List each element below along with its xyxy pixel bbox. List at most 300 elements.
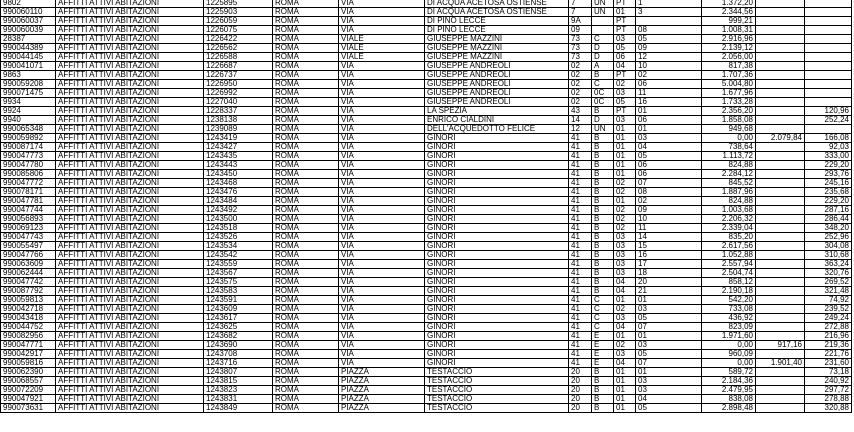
cell-category: AFFITTI ATTIVI ABITAZIONI: [56, 260, 204, 269]
cell-street-name: GINORI: [425, 224, 569, 233]
cell-street-name: GINORI: [425, 134, 569, 143]
cell-building: B: [592, 215, 614, 224]
cell-floor: 01: [614, 386, 636, 395]
cell-record-id: 990047743: [1, 233, 56, 242]
cell-building: B: [592, 242, 614, 251]
cell-annual-rent: 2.617,56: [702, 242, 756, 251]
table-row: [1, 233, 852, 242]
cell-arrears: [756, 251, 805, 260]
table-row: [1, 125, 852, 134]
cell-annual-rent: 436,92: [702, 314, 756, 323]
cell-category: AFFITTI ATTIVI ABITAZIONI: [56, 251, 204, 260]
cell-record-id: 990059813: [1, 296, 56, 305]
cell-contract-number: 1243815: [204, 377, 273, 386]
cell-contract-number: 1243591: [204, 296, 273, 305]
cell-floor: 03: [614, 350, 636, 359]
cell-civic-number: 9A: [569, 17, 592, 26]
cell-civic-number: 41: [569, 206, 592, 215]
cell-city: ROMA: [273, 62, 339, 71]
cell-arrears: 2.079,84: [756, 134, 805, 143]
cell-building: UN: [592, 125, 614, 134]
cell-civic-number: 02: [569, 80, 592, 89]
cell-city: ROMA: [273, 188, 339, 197]
cell-street-type: VIALE: [339, 44, 425, 53]
cell-street-type: VIA: [339, 170, 425, 179]
cell-annual-rent: 1.003,68: [702, 206, 756, 215]
cell-category: AFFITTI ATTIVI ABITAZIONI: [56, 233, 204, 242]
cell-floor: 03: [614, 233, 636, 242]
cell-street-name: TESTACCIO: [425, 395, 569, 404]
cell-civic-number: 20: [569, 386, 592, 395]
cell-contract-number: 1243492: [204, 206, 273, 215]
cell-contract-number: 1226059: [204, 17, 273, 26]
cell-annual-rent: 2.479,95: [702, 386, 756, 395]
cell-city: ROMA: [273, 134, 339, 143]
cell-category: AFFITTI ATTIVI ABITAZIONI: [56, 44, 204, 53]
cell-civic-number: 41: [569, 251, 592, 260]
cell-street-type: VIA: [339, 98, 425, 107]
table-row: [1, 224, 852, 233]
cell-arrears: [756, 71, 805, 80]
cell-category: AFFITTI ATTIVI ABITAZIONI: [56, 305, 204, 314]
cell-building: B: [592, 161, 614, 170]
cell-unit: 01: [636, 332, 702, 341]
cell-civic-number: 41: [569, 341, 592, 350]
cell-annual-rent: 1.971,60: [702, 332, 756, 341]
cell-city: ROMA: [273, 0, 339, 8]
cell-category: AFFITTI ATTIVI ABITAZIONI: [56, 0, 204, 8]
cell-street-type: VIA: [339, 305, 425, 314]
cell-street-type: VIA: [339, 224, 425, 233]
cell-contract-number: 1243518: [204, 224, 273, 233]
cell-unit: 11: [636, 89, 702, 98]
cell-civic-number: 41: [569, 215, 592, 224]
cell-street-name: GINORI: [425, 269, 569, 278]
cell-street-type: VIA: [339, 0, 425, 8]
cell-street-name: GIUSEPPE ANDREOLI: [425, 89, 569, 98]
cell-category: AFFITTI ATTIVI ABITAZIONI: [56, 404, 204, 413]
cell-building: C: [592, 314, 614, 323]
cell-floor: 02: [614, 80, 636, 89]
cell-building: [592, 17, 614, 26]
cell-annual-rent: 0,00: [702, 341, 756, 350]
cell-city: ROMA: [273, 98, 339, 107]
cell-street-name: DI PINO LECCE: [425, 26, 569, 35]
cell-record-id: 990059208: [1, 80, 56, 89]
cell-record-id: 9802: [1, 0, 56, 8]
cell-building: B: [592, 251, 614, 260]
cell-city: ROMA: [273, 161, 339, 170]
cell-floor: 01: [614, 125, 636, 134]
cell-street-name: GINORI: [425, 287, 569, 296]
cell-building: B: [592, 134, 614, 143]
cell-record-id: 990078171: [1, 188, 56, 197]
cell-civic-number: 02: [569, 71, 592, 80]
cell-arrears: [756, 89, 805, 98]
cell-floor: 05: [614, 98, 636, 107]
cell-annual-rent: 1.677,96: [702, 89, 756, 98]
cell-city: ROMA: [273, 386, 339, 395]
cell-civic-number: 73: [569, 53, 592, 62]
cell-unit: 06: [636, 116, 702, 125]
cell-civic-number: 20: [569, 368, 592, 377]
cell-street-type: VIA: [339, 332, 425, 341]
cell-civic-number: 41: [569, 323, 592, 332]
cell-unit: 12: [636, 53, 702, 62]
cell-unit: 03: [636, 377, 702, 386]
cell-charges: 252,96: [805, 233, 852, 242]
cell-arrears: [756, 296, 805, 305]
cell-floor: 03: [614, 314, 636, 323]
cell-civic-number: 09: [569, 26, 592, 35]
cell-annual-rent: 824,88: [702, 197, 756, 206]
cell-street-name: GINORI: [425, 359, 569, 368]
cell-street-type: VIA: [339, 116, 425, 125]
cell-street-name: GINORI: [425, 170, 569, 179]
cell-category: AFFITTI ATTIVI ABITAZIONI: [56, 152, 204, 161]
cell-floor: 02: [614, 305, 636, 314]
cell-street-name: GINORI: [425, 350, 569, 359]
cell-city: ROMA: [273, 404, 339, 413]
table-row: [1, 116, 852, 125]
cell-charges: 287,16: [805, 206, 852, 215]
cell-category: AFFITTI ATTIVI ABITAZIONI: [56, 170, 204, 179]
cell-street-name: GINORI: [425, 332, 569, 341]
table-row: [1, 377, 852, 386]
cell-street-type: PIAZZA: [339, 395, 425, 404]
cell-record-id: 990047773: [1, 152, 56, 161]
cell-street-name: DI PINO LECCE: [425, 17, 569, 26]
cell-charges: [805, 80, 852, 89]
cell-annual-rent: 1.887,96: [702, 188, 756, 197]
cell-unit: 04: [636, 395, 702, 404]
table-row: [1, 305, 852, 314]
cell-category: AFFITTI ATTIVI ABITAZIONI: [56, 341, 204, 350]
cell-street-name: GINORI: [425, 296, 569, 305]
cell-street-name: GINORI: [425, 143, 569, 152]
cell-arrears: [756, 8, 805, 17]
cell-floor: 01: [614, 8, 636, 17]
table-row: [1, 35, 852, 44]
cell-category: AFFITTI ATTIVI ABITAZIONI: [56, 296, 204, 305]
table-row: [1, 368, 852, 377]
cell-contract-number: 1243500: [204, 215, 273, 224]
cell-unit: 05: [636, 350, 702, 359]
cell-city: ROMA: [273, 143, 339, 152]
cell-building: D: [592, 53, 614, 62]
cell-street-type: VIA: [339, 269, 425, 278]
cell-street-name: DI ACQUA ACETOSA OSTIENSE: [425, 8, 569, 17]
cell-building: C: [592, 80, 614, 89]
cell-floor: 01: [614, 197, 636, 206]
cell-street-type: VIALE: [339, 35, 425, 44]
cell-record-id: 28387: [1, 35, 56, 44]
cell-arrears: [756, 260, 805, 269]
cell-charges: 229,20: [805, 197, 852, 206]
cell-floor: 04: [614, 359, 636, 368]
cell-floor: PT: [614, 0, 636, 8]
cell-annual-rent: 2.557,94: [702, 260, 756, 269]
cell-annual-rent: 0,00: [702, 134, 756, 143]
cell-record-id: 990060037: [1, 17, 56, 26]
cell-street-name: GINORI: [425, 260, 569, 269]
cell-building: UN: [592, 0, 614, 8]
cell-building: B: [592, 188, 614, 197]
cell-unit: 08: [636, 26, 702, 35]
cell-city: ROMA: [273, 296, 339, 305]
cell-street-type: VIA: [339, 152, 425, 161]
cell-street-type: VIA: [339, 107, 425, 116]
cell-record-id: 990044389: [1, 44, 56, 53]
cell-civic-number: 41: [569, 278, 592, 287]
cell-charges: 221,76: [805, 350, 852, 359]
cell-category: AFFITTI ATTIVI ABITAZIONI: [56, 35, 204, 44]
cell-street-type: VIA: [339, 242, 425, 251]
cell-category: AFFITTI ATTIVI ABITAZIONI: [56, 71, 204, 80]
cell-record-id: 990085806: [1, 170, 56, 179]
cell-building: B: [592, 197, 614, 206]
cell-street-name: DELL'ACQUEDOTTO FELICE: [425, 125, 569, 134]
cell-charges: [805, 71, 852, 80]
cell-floor: 02: [614, 215, 636, 224]
cell-record-id: 990043418: [1, 314, 56, 323]
cell-civic-number: 7: [569, 8, 592, 17]
cell-record-id: 990059816: [1, 359, 56, 368]
cell-street-type: VIA: [339, 260, 425, 269]
cell-record-id: 990042718: [1, 305, 56, 314]
cell-floor: 04: [614, 323, 636, 332]
cell-contract-number: 1226562: [204, 44, 273, 53]
table-row: [1, 314, 852, 323]
cell-building: B: [592, 368, 614, 377]
cell-contract-number: 1243476: [204, 188, 273, 197]
cell-street-name: GIUSEPPE ANDREOLI: [425, 98, 569, 107]
table-row: [1, 143, 852, 152]
cell-city: ROMA: [273, 341, 339, 350]
cell-charges: 166,08: [805, 134, 852, 143]
cell-unit: 01: [636, 296, 702, 305]
cell-building: B: [592, 386, 614, 395]
cell-street-type: VIA: [339, 26, 425, 35]
cell-arrears: [756, 395, 805, 404]
cell-category: AFFITTI ATTIVI ABITAZIONI: [56, 278, 204, 287]
cell-arrears: [756, 197, 805, 206]
cell-unit: 04: [636, 143, 702, 152]
cell-charges: 235,68: [805, 188, 852, 197]
cell-city: ROMA: [273, 377, 339, 386]
table-row: [1, 71, 852, 80]
table-row: [1, 332, 852, 341]
cell-arrears: [756, 170, 805, 179]
table-row: [1, 179, 852, 188]
cell-unit: 16: [636, 251, 702, 260]
cell-annual-rent: 2.184,36: [702, 377, 756, 386]
cell-record-id: 990062444: [1, 269, 56, 278]
cell-street-name: GIUSEPPE ANDREOLI: [425, 80, 569, 89]
cell-annual-rent: 738,64: [702, 143, 756, 152]
cell-building: B: [592, 143, 614, 152]
cell-annual-rent: 2.898,48: [702, 404, 756, 413]
cell-charges: 245,16: [805, 179, 852, 188]
cell-street-name: TESTACCIO: [425, 368, 569, 377]
cell-city: ROMA: [273, 152, 339, 161]
cell-contract-number: 1226950: [204, 80, 273, 89]
cell-civic-number: 41: [569, 305, 592, 314]
cell-contract-number: 1243484: [204, 197, 273, 206]
cell-arrears: [756, 0, 805, 8]
cell-category: AFFITTI ATTIVI ABITAZIONI: [56, 188, 204, 197]
cell-building: 0C: [592, 98, 614, 107]
table-row: [1, 296, 852, 305]
cell-building: E: [592, 359, 614, 368]
cell-civic-number: 41: [569, 233, 592, 242]
cell-unit: 08: [636, 188, 702, 197]
cell-floor: 01: [614, 170, 636, 179]
cell-unit: 03: [636, 134, 702, 143]
cell-contract-number: 1243708: [204, 350, 273, 359]
cell-city: ROMA: [273, 269, 339, 278]
cell-street-name: GINORI: [425, 215, 569, 224]
cell-building: B: [592, 233, 614, 242]
cell-unit: 3: [636, 8, 702, 17]
cell-annual-rent: 999,21: [702, 17, 756, 26]
cell-unit: 07: [636, 323, 702, 332]
cell-contract-number: 1226992: [204, 89, 273, 98]
cell-street-type: VIA: [339, 134, 425, 143]
cell-street-name: GINORI: [425, 161, 569, 170]
cell-charges: 278,88: [805, 395, 852, 404]
cell-street-name: LA SPEZIA: [425, 107, 569, 116]
cell-city: ROMA: [273, 53, 339, 62]
cell-record-id: 990056893: [1, 215, 56, 224]
table-row: [1, 350, 852, 359]
cell-category: AFFITTI ATTIVI ABITAZIONI: [56, 26, 204, 35]
cell-floor: 01: [614, 368, 636, 377]
cell-street-type: VIA: [339, 161, 425, 170]
cell-category: AFFITTI ATTIVI ABITAZIONI: [56, 17, 204, 26]
cell-street-name: GINORI: [425, 305, 569, 314]
cell-street-type: VIA: [339, 8, 425, 17]
cell-annual-rent: 2.356,20: [702, 107, 756, 116]
cell-annual-rent: 733,08: [702, 305, 756, 314]
cell-record-id: 990047772: [1, 179, 56, 188]
cell-building: B: [592, 71, 614, 80]
cell-street-name: GINORI: [425, 314, 569, 323]
cell-floor: 03: [614, 35, 636, 44]
cell-arrears: [756, 323, 805, 332]
cell-building: B: [592, 260, 614, 269]
cell-arrears: [756, 386, 805, 395]
cell-street-type: PIAZZA: [339, 377, 425, 386]
cell-charges: 216,96: [805, 332, 852, 341]
cell-record-id: 990087792: [1, 287, 56, 296]
cell-civic-number: 41: [569, 287, 592, 296]
cell-category: AFFITTI ATTIVI ABITAZIONI: [56, 332, 204, 341]
cell-city: ROMA: [273, 350, 339, 359]
cell-arrears: [756, 188, 805, 197]
cell-building: UN: [592, 8, 614, 17]
cell-street-type: VIA: [339, 206, 425, 215]
cell-civic-number: 41: [569, 332, 592, 341]
cell-city: ROMA: [273, 179, 339, 188]
cell-category: AFFITTI ATTIVI ABITAZIONI: [56, 224, 204, 233]
cell-record-id: 9863: [1, 71, 56, 80]
cell-contract-number: 1243542: [204, 251, 273, 260]
cell-contract-number: 1243427: [204, 143, 273, 152]
cell-annual-rent: 1.008,31: [702, 26, 756, 35]
cell-building: B: [592, 224, 614, 233]
cell-civic-number: 41: [569, 260, 592, 269]
cell-category: AFFITTI ATTIVI ABITAZIONI: [56, 197, 204, 206]
cell-street-type: VIA: [339, 188, 425, 197]
cell-street-name: GIUSEPPE ANDREOLI: [425, 62, 569, 71]
cell-street-name: GINORI: [425, 188, 569, 197]
cell-street-name: DI ACQUA ACETOSA OSTIENSE: [425, 0, 569, 8]
cell-unit: 10: [636, 215, 702, 224]
cell-arrears: [756, 161, 805, 170]
cell-contract-number: 1243575: [204, 278, 273, 287]
cell-civic-number: 14: [569, 116, 592, 125]
cell-record-id: 990047766: [1, 251, 56, 260]
cell-contract-number: 1243435: [204, 152, 273, 161]
cell-category: AFFITTI ATTIVI ABITAZIONI: [56, 179, 204, 188]
cell-record-id: 990069123: [1, 224, 56, 233]
cell-charges: [805, 53, 852, 62]
cell-contract-number: 1243831: [204, 395, 273, 404]
cell-street-type: VIA: [339, 62, 425, 71]
cell-city: ROMA: [273, 332, 339, 341]
cell-annual-rent: 2.339,04: [702, 224, 756, 233]
cell-floor: 02: [614, 188, 636, 197]
cell-city: ROMA: [273, 314, 339, 323]
cell-category: AFFITTI ATTIVI ABITAZIONI: [56, 134, 204, 143]
cell-building: B: [592, 152, 614, 161]
table-row: [1, 26, 852, 35]
cell-street-name: GINORI: [425, 179, 569, 188]
cell-street-type: VIA: [339, 17, 425, 26]
cell-city: ROMA: [273, 215, 339, 224]
cell-unit: 09: [636, 206, 702, 215]
table-row: [1, 386, 852, 395]
cell-annual-rent: 2.344,56: [702, 8, 756, 17]
cell-city: ROMA: [273, 26, 339, 35]
cell-floor: 01: [614, 395, 636, 404]
cell-street-type: VIA: [339, 125, 425, 134]
cell-street-type: VIA: [339, 80, 425, 89]
cell-street-type: VIA: [339, 215, 425, 224]
table-row: [1, 206, 852, 215]
cell-civic-number: 02: [569, 98, 592, 107]
cell-city: ROMA: [273, 260, 339, 269]
cell-charges: 286,44: [805, 215, 852, 224]
cell-category: AFFITTI ATTIVI ABITAZIONI: [56, 8, 204, 17]
cell-annual-rent: 845,52: [702, 179, 756, 188]
table-row: [1, 89, 852, 98]
table-row: [1, 395, 852, 404]
cell-city: ROMA: [273, 395, 339, 404]
cell-annual-rent: 589,72: [702, 368, 756, 377]
cell-category: AFFITTI ATTIVI ABITAZIONI: [56, 377, 204, 386]
cell-category: AFFITTI ATTIVI ABITAZIONI: [56, 89, 204, 98]
cell-street-name: GIUSEPPE MAZZINI: [425, 35, 569, 44]
cell-charges: 240,92: [805, 377, 852, 386]
cell-record-id: 990060110: [1, 8, 56, 17]
cell-charges: 304,08: [805, 242, 852, 251]
cell-charges: 348,20: [805, 224, 852, 233]
cell-street-type: VIA: [339, 278, 425, 287]
cell-record-id: 990060039: [1, 26, 56, 35]
cell-category: AFFITTI ATTIVI ABITAZIONI: [56, 62, 204, 71]
